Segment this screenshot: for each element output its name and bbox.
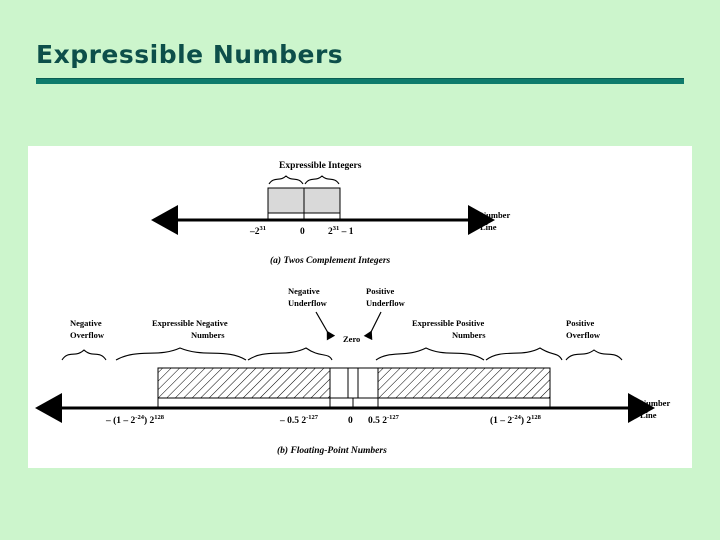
axis-label-a-line1: Number xyxy=(480,210,511,220)
positive-underflow-band xyxy=(358,368,378,398)
part-a-caption: (a) Twos Complement Integers xyxy=(270,256,391,266)
brace-right-a xyxy=(305,176,339,184)
zero-band xyxy=(348,368,358,398)
tick-label-b-zero: 0 xyxy=(348,416,353,426)
negative-underflow-band xyxy=(330,368,348,398)
negative-underflow-arrow xyxy=(316,312,331,338)
positive-overflow-label-line2: Overflow xyxy=(566,330,600,340)
negative-overflow-label-line1: Negative xyxy=(70,318,102,328)
title-divider xyxy=(36,78,684,84)
expressible-positive-label-line2: Numbers xyxy=(452,330,486,340)
brace-positive-overflow xyxy=(566,350,622,360)
positive-underflow-label-line1: Positive xyxy=(366,286,395,296)
tick-label-b-pos-min: 0.5 $2^{-127}$ xyxy=(368,414,399,426)
tick-label-b-pos-max: $(1 - 2^{-24})$ $2^{128}$ xyxy=(490,414,541,426)
page-title: Expressible Numbers xyxy=(36,40,344,69)
axis-label-a-line2: Line xyxy=(480,222,497,232)
brace-expressible-positive-right xyxy=(486,348,562,360)
figure-panel xyxy=(28,146,692,468)
part-b-group xyxy=(62,286,670,456)
expressible-positive-band xyxy=(378,368,550,398)
positive-underflow-arrow xyxy=(368,312,381,338)
part-b-caption: (b) Floating-Point Numbers xyxy=(277,446,387,456)
negative-underflow-label-line1: Negative xyxy=(288,286,320,296)
tick-label-a-max: $2^{31} - 1$ xyxy=(328,225,354,237)
expressible-integers-positive-box xyxy=(304,188,340,213)
negative-underflow-label-line2: Underflow xyxy=(288,298,327,308)
expressible-negative-band xyxy=(158,368,330,398)
tick-label-b-neg-max: – $(1 - 2^{-24})$ $2^{128}$ xyxy=(106,414,165,426)
expressible-integers-negative-box xyxy=(268,188,304,213)
tick-label-b-neg-min: – 0.5 $2^{-127}$ xyxy=(280,414,319,426)
tick-label-a-min: $-2^{31}$ xyxy=(250,225,266,237)
brace-expressible-positive-left xyxy=(376,348,484,360)
tick-label-a-zero: 0 xyxy=(300,227,305,237)
positive-overflow-label-line1: Positive xyxy=(566,318,595,328)
brace-expressible-negative-left xyxy=(116,348,246,360)
part-a-group xyxy=(178,161,510,266)
expressible-positive-label-line1: Expressible Positive xyxy=(412,318,485,328)
axis-label-b-line2: Line xyxy=(640,410,657,420)
brace-expressible-negative-right xyxy=(248,348,332,360)
expressible-negative-label-line1: Expressible Negative xyxy=(152,318,228,328)
zero-label: Zero xyxy=(343,334,361,344)
negative-overflow-label-line2: Overflow xyxy=(70,330,104,340)
positive-underflow-label-line2: Underflow xyxy=(366,298,405,308)
part-a-brace-label: Expressible Integers xyxy=(279,161,362,171)
expressible-negative-label-line2: Numbers xyxy=(191,330,225,340)
brace-left-a xyxy=(269,176,303,184)
axis-label-b-line1: Number xyxy=(640,398,671,408)
expressible-numbers-figure xyxy=(28,146,692,468)
brace-negative-overflow xyxy=(62,350,106,360)
